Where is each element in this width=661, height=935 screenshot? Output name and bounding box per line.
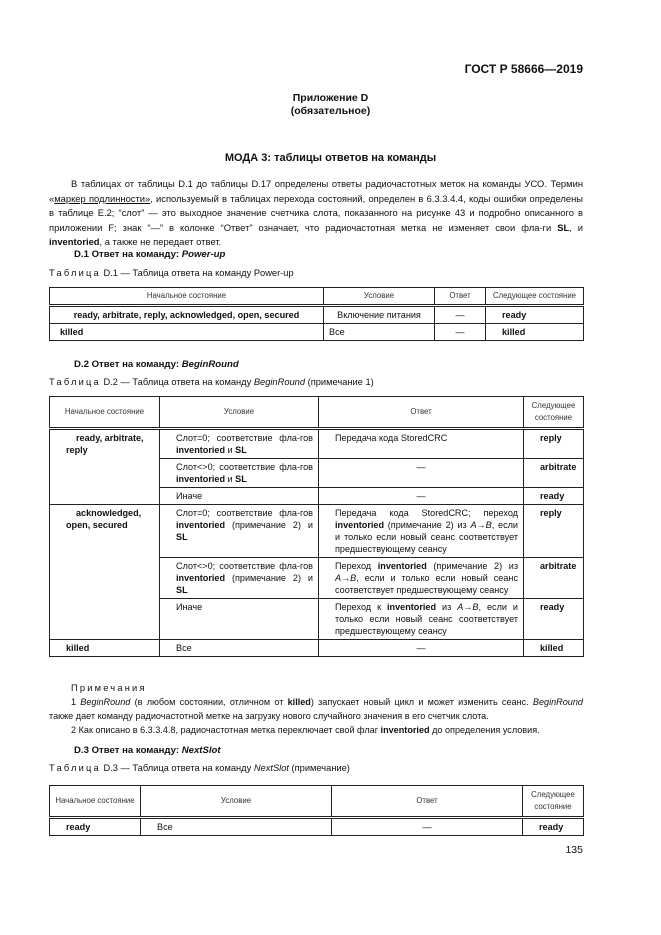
resp-transition: A→B — [457, 602, 479, 612]
cell-response: — — [332, 818, 523, 836]
header-response: Ответ — [435, 288, 486, 306]
resp-text: Переход к — [335, 602, 388, 612]
cell-response — [319, 599, 524, 640]
note-cmd: BeginRound — [532, 697, 583, 707]
cell-next: ready — [523, 818, 584, 836]
cell-next: killed — [524, 640, 584, 657]
resp-text: , если и только если новый сеанс соответствует предшествующему сеансу — [335, 602, 518, 636]
d3-heading-cmd: NextSlot — [181, 745, 221, 756]
note-text: также дает команду радиочастотной метке на загрузку нового случайного значения в его счетчик слота. — [49, 711, 489, 721]
d3-caption-pre: D.3 — Таблица ответа на команду — [103, 763, 254, 773]
cell-condition: Иначе — [160, 488, 319, 505]
cond-flag: inventoried — [176, 445, 226, 455]
cond-flag: SL — [235, 445, 247, 455]
intro-text-3: , и — [569, 221, 583, 233]
header-next-state: Следующее состояние — [524, 397, 584, 429]
resp-text: (примечание 2) из — [426, 561, 518, 571]
resp-text: , если и только если новый сеанс соответствует предшествующему сеансу — [335, 520, 519, 554]
cell-response: Передача кода StoredCRC — [319, 429, 524, 459]
cond-text: Слот<>0; соответствие фла-гов — [176, 462, 313, 472]
table-header-row — [50, 288, 584, 306]
cell-state: ready, arbitrate, reply, acknowledged, open, secured — [50, 306, 324, 324]
cond-text: (примечание 2) и — [225, 520, 313, 530]
intro-inventoried: inventoried — [49, 236, 100, 247]
cell-condition — [160, 429, 319, 459]
note-text: (в любом состоянии, отличном от — [130, 697, 288, 707]
cell-next: ready — [524, 599, 584, 640]
mode-title: МОДА 3: таблицы ответов на команды — [224, 152, 437, 164]
note-1 — [49, 695, 583, 723]
resp-flag: inventoried — [387, 602, 437, 612]
d2-heading-cmd: BeginRound — [181, 359, 239, 370]
note-cmd: BeginRound — [80, 697, 131, 707]
cell-response — [319, 505, 524, 558]
intro-sl: SL — [557, 221, 570, 233]
header-response: Ответ — [319, 397, 524, 429]
table-row — [50, 306, 584, 324]
cell-response: — — [319, 459, 524, 488]
resp-text: Передача кода StoredCRC; переход — [335, 508, 518, 518]
cell-condition: Все — [160, 640, 319, 657]
d1-heading-cmd: Power-up — [181, 249, 226, 260]
cond-flag: inventoried — [176, 520, 226, 530]
d2-notes — [49, 681, 583, 737]
d2-caption-cmd: BeginRound — [253, 377, 306, 387]
note-text: ) запускает новый цикл и может изменить сеанс. — [310, 697, 533, 707]
d2-caption-post: (примечание 1) — [305, 377, 374, 387]
table-row — [50, 324, 584, 341]
cell-condition: Иначе — [160, 599, 319, 640]
intro-text-4: , а также не передает ответ. — [99, 236, 222, 247]
d1-caption-text: D.1 — Таблица ответа на команду Power-up — [103, 268, 294, 278]
note-text: 1 — [71, 697, 81, 707]
note-text: до определения условия. — [429, 725, 540, 735]
header-response: Ответ — [332, 786, 523, 818]
standard-number: ГОСТ Р 58666—2019 — [464, 62, 583, 76]
cell-next: arbitrate — [524, 459, 584, 488]
resp-text: Переход — [335, 561, 378, 571]
term-link[interactable]: маркер подлинности» — [54, 192, 151, 204]
cell-condition — [160, 459, 319, 488]
d1-heading-prefix: D.1 Ответ на команду: — [74, 249, 182, 260]
resp-flag: inventoried — [335, 520, 385, 530]
cond-flag: inventoried — [176, 474, 226, 484]
header-condition: Условие — [160, 397, 319, 429]
notes-title-text: Примечания — [71, 683, 147, 693]
d1-caption — [49, 268, 294, 278]
cell-state-group1: ready, arbitrate, reply — [50, 429, 160, 505]
intro-text-1: В таблицах от таблицы D.1 до таблицы D.17 определены ответы радиочастотных меток на команды УСО. Термин « — [49, 178, 583, 204]
d3-heading-prefix: D.3 Ответ на команду: — [74, 745, 182, 756]
appendix-title: Приложение D — [292, 92, 369, 104]
d3-heading — [74, 745, 221, 756]
intro-paragraph — [49, 177, 583, 250]
d2-caption-label: Таблица — [49, 377, 101, 387]
appendix-status: (обязательное) — [290, 105, 371, 117]
resp-text: , если и только если новый сеанс соответствует предшествующему сеансу — [335, 573, 518, 595]
table-row — [50, 640, 584, 657]
d3-caption-label: Таблица — [49, 763, 101, 773]
cell-response: — — [319, 640, 524, 657]
cell-next: arbitrate — [524, 558, 584, 599]
cell-response — [319, 558, 524, 599]
cell-condition: Все — [141, 818, 332, 836]
d2-heading-prefix: D.2 Ответ на команду: — [74, 359, 182, 370]
page-number: 135 — [565, 844, 583, 856]
cond-flag: SL — [176, 532, 188, 542]
cell-condition — [160, 505, 319, 558]
note-2 — [49, 723, 583, 737]
cell-next: killed — [486, 324, 584, 341]
d3-caption-cmd: NextSlot — [253, 763, 289, 773]
cell-response: — — [319, 488, 524, 505]
cond-text: Слот=0; соответствие фла-гов — [176, 508, 313, 518]
cell-condition: Все — [324, 324, 435, 341]
table-row — [50, 505, 584, 558]
cell-state: killed — [50, 640, 160, 657]
cond-text: и — [225, 474, 236, 484]
table-row — [50, 429, 584, 459]
cell-state-group2: acknowledged, open, secured — [50, 505, 160, 640]
cond-flag: inventoried — [176, 573, 226, 583]
cond-text: и — [225, 445, 236, 455]
header-condition: Условие — [141, 786, 332, 818]
resp-transition: A→B — [335, 573, 357, 583]
resp-text: из — [436, 602, 458, 612]
header-initial-state: Начальное состояние — [50, 288, 324, 306]
d3-caption — [49, 763, 350, 773]
d3-caption-post: (примечание) — [288, 763, 350, 773]
d2-heading — [74, 359, 239, 370]
resp-text: (примечание 2) из — [384, 520, 471, 530]
cell-state: ready — [50, 818, 141, 836]
table-row — [50, 818, 584, 836]
d2-caption — [49, 377, 374, 387]
table-header-row — [50, 786, 584, 818]
cell-next: ready — [486, 306, 584, 324]
cond-flag: SL — [176, 585, 188, 595]
cell-next: reply — [524, 429, 584, 459]
table-d3 — [49, 785, 584, 836]
note-flag: inventoried — [380, 725, 430, 735]
resp-transition: A→B — [470, 520, 492, 530]
cell-condition: Включение питания — [324, 306, 435, 324]
d1-heading — [74, 249, 225, 260]
resp-flag: inventoried — [377, 561, 427, 571]
note-state: killed — [287, 697, 311, 707]
cell-condition — [160, 558, 319, 599]
table-d1 — [49, 287, 584, 341]
header-condition: Условие — [324, 288, 435, 306]
header-next-state: Следующее состояние — [486, 288, 584, 306]
cond-text: Слот<>0; соответствие фла-гов — [176, 561, 313, 571]
note-text: 2 Как описано в 6.3.3.4.8, радиочастотная метка переключает свой флаг — [71, 725, 381, 735]
notes-title — [49, 681, 583, 695]
table-d2 — [49, 396, 584, 657]
cond-flag: SL — [235, 474, 247, 484]
header-initial-state: Начальное состояние — [50, 786, 141, 818]
header-next-state: Следующее состояние — [523, 786, 584, 818]
table-header-row — [50, 397, 584, 429]
cond-text: (примечание 2) и — [225, 573, 313, 583]
appendix-heading — [0, 92, 661, 118]
cell-response: — — [435, 306, 486, 324]
cell-state: killed — [50, 324, 324, 341]
intro-text-2: , используемый в таблицах перехода состояний, определен в 6.3.3.4.4, коды ошибки определены в таблице Е.2; “слот” — это выходное значение счетчика слота, показанного на рисунке 43 и подробно описанного в приложении F; знак “—” в колонке “Ответ” означает, что радиочастотная метка не изменяет свои фла-ги — [49, 192, 583, 233]
cell-response: — — [435, 324, 486, 341]
d2-caption-pre: D.2 — Таблица ответа на команду — [103, 377, 254, 387]
d1-caption-label: Таблица — [49, 268, 101, 278]
cell-next: reply — [524, 505, 584, 558]
header-initial-state: Начальное состояние — [50, 397, 160, 429]
cell-next: ready — [524, 488, 584, 505]
cond-text: Слот=0; соответствие фла-гов — [176, 433, 313, 443]
